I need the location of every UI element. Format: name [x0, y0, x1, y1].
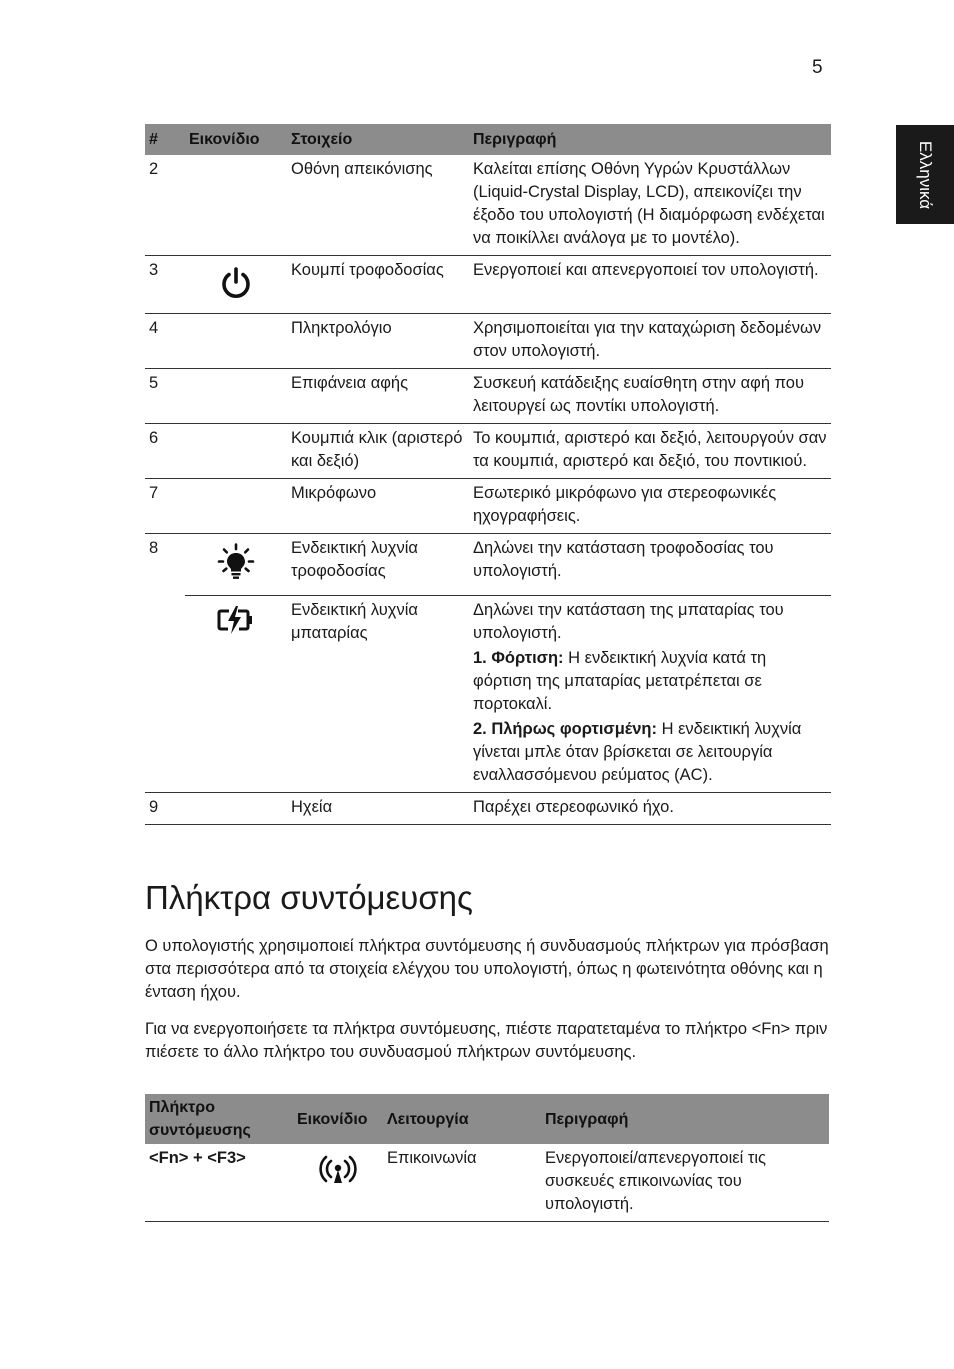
row-description: Καλείται επίσης Οθόνη Υγρών Κρυστάλλων (Liquid-Crystal Display, LCD), απεικονίζει την έξοδο του υπολογιστή (Η διαμόρφωση ενδέχεται να ποικίλλει ανάλογα με το μοντέλο).	[469, 155, 831, 256]
row-num: 9	[145, 793, 185, 825]
row-description: Ενεργοποιεί και απενεργοποιεί τον υπολογιστή.	[469, 256, 831, 314]
row-description: Συσκευή κατάδειξης ευαίσθητη στην αφή που λειτουργεί ως ποντίκι υπολογιστή.	[469, 369, 831, 424]
row-item: Ενδεικτική λυχνία τροφοδοσίας	[287, 534, 469, 596]
row-icon	[185, 424, 287, 479]
row-description: Ενεργοποιεί/απενεργοποιεί τις συσκευές επικοινωνίας του υπολογιστή.	[541, 1144, 829, 1222]
row-hotkey	[145, 1144, 293, 1222]
note-label: 2. Πλήρως φορτισμένη:	[473, 720, 657, 738]
hotkey-combo: <Fn> + <F3>	[149, 1149, 246, 1167]
row-description: Παρέχει στερεοφωνικό ήχο.	[469, 793, 831, 825]
row-icon	[185, 256, 287, 314]
components-table	[145, 124, 831, 825]
note-text: Η ενδεικτική λυχνία γίνεται μπλε όταν βρίσκεται σε λειτουργία εναλλασσόμενου ρεύματος (AC).	[473, 720, 802, 784]
table-row	[145, 793, 831, 825]
row-function: Επικοινωνία	[383, 1144, 541, 1222]
battery-note-charging	[473, 647, 827, 716]
language-tab	[896, 125, 954, 224]
battery-note-charged	[473, 718, 827, 787]
header-icon: Εικονίδιο	[185, 124, 287, 155]
battery-status-text: Δηλώνει την κατάσταση της μπαταρίας του υπολογιστή.	[473, 601, 784, 642]
table-row	[145, 369, 831, 424]
table-row	[145, 534, 831, 596]
intro-paragraph: Ο υπολογιστής χρησιμοποιεί πλήκτρα συντόμευσης ή συνδυασμούς πλήκτρων για πρόσβαση στα περισσότερα από τα στοιχεία ελέγχου του υπολογιστή, όπως η φωτεινότητα οθόνης και η ένταση ήχου.	[145, 937, 829, 1001]
header-hotkey: Πλήκτρο συντόμευσης	[145, 1094, 293, 1144]
header-item: Στοιχείο	[287, 124, 469, 155]
row-num: 4	[145, 314, 185, 369]
row-item: Ηχεία	[287, 793, 469, 825]
power-icon	[218, 265, 254, 301]
section-title: Πλήκτρα συντόμευσης	[145, 879, 473, 916]
row-item: Πληκτρολόγιο	[287, 314, 469, 369]
power-indicator-icon	[216, 543, 256, 583]
header-num: #	[145, 124, 185, 155]
hotkeys-table	[145, 1094, 829, 1222]
header-description: Περιγραφή	[541, 1094, 829, 1144]
row-icon	[293, 1144, 383, 1222]
row-num: 8	[149, 539, 159, 557]
wireless-communication-icon	[318, 1153, 358, 1185]
row-icon	[185, 793, 287, 825]
battery-indicator-icon	[216, 605, 256, 635]
row-num: 7	[145, 479, 185, 534]
table-row	[145, 155, 831, 256]
header-description: Περιγραφή	[469, 124, 831, 155]
row-description: Το κουμπιά, αριστερό και δεξιό, λειτουργούν σαν τα κουμπιά, αριστερό και δεξιό, του ποντικιού.	[469, 424, 831, 479]
row-description	[469, 596, 831, 793]
row-num: 3	[145, 256, 185, 314]
table-row	[145, 314, 831, 369]
row-icon	[185, 369, 287, 424]
row-icon	[185, 155, 287, 256]
header-icon: Εικονίδιο	[293, 1094, 383, 1144]
row-icon	[185, 314, 287, 369]
table-header-row	[145, 1094, 829, 1144]
table-row	[145, 256, 831, 314]
table-row	[145, 479, 831, 534]
row-description: Δηλώνει την κατάσταση τροφοδοσίας του υπολογιστή.	[469, 534, 831, 596]
page-number: 5	[812, 57, 823, 78]
row-num: 5	[145, 369, 185, 424]
header-function: Λειτουργία	[383, 1094, 541, 1144]
row-item: Κουμπί τροφοδοσίας	[287, 256, 469, 314]
row-item: Ενδεικτική λυχνία μπαταρίας	[287, 596, 469, 793]
note-text: Η ενδεικτική λυχνία κατά τη φόρτιση της μπαταρίας μετατρέπεται σε πορτοκαλί.	[473, 649, 767, 713]
table-header-row	[145, 124, 831, 155]
row-description: Εσωτερικό μικρόφωνο για στερεοφωνικές ηχογραφήσεις.	[469, 479, 831, 534]
row-item: Επιφάνεια αφής	[287, 369, 469, 424]
row-num: 6	[145, 424, 185, 479]
row-num: 2	[145, 155, 185, 256]
table-row	[145, 1144, 829, 1222]
table-row	[145, 424, 831, 479]
note-label: 1. Φόρτιση:	[473, 649, 564, 667]
row-icon	[185, 596, 287, 793]
row-icon	[185, 479, 287, 534]
instruction-paragraph: Για να ενεργοποιήσετε τα πλήκτρα συντόμευσης, πιέστε παρατεταμένα το πλήκτρο <Fn> πριν πιέσετε το άλλο πλήκτρο του συνδυασμού πλήκτρων συντόμευσης.	[145, 1020, 828, 1061]
row-item: Κουμπιά κλικ (αριστερό και δεξιό)	[287, 424, 469, 479]
row-description: Χρησιμοποιείται για την καταχώριση δεδομένων στον υπολογιστή.	[469, 314, 831, 369]
row-item: Οθόνη απεικόνισης	[287, 155, 469, 256]
row-num	[145, 596, 185, 793]
row-item: Μικρόφωνο	[287, 479, 469, 534]
row-icon	[185, 534, 287, 596]
table-row	[145, 596, 831, 793]
language-tab-label: Ελληνικά	[916, 140, 936, 209]
